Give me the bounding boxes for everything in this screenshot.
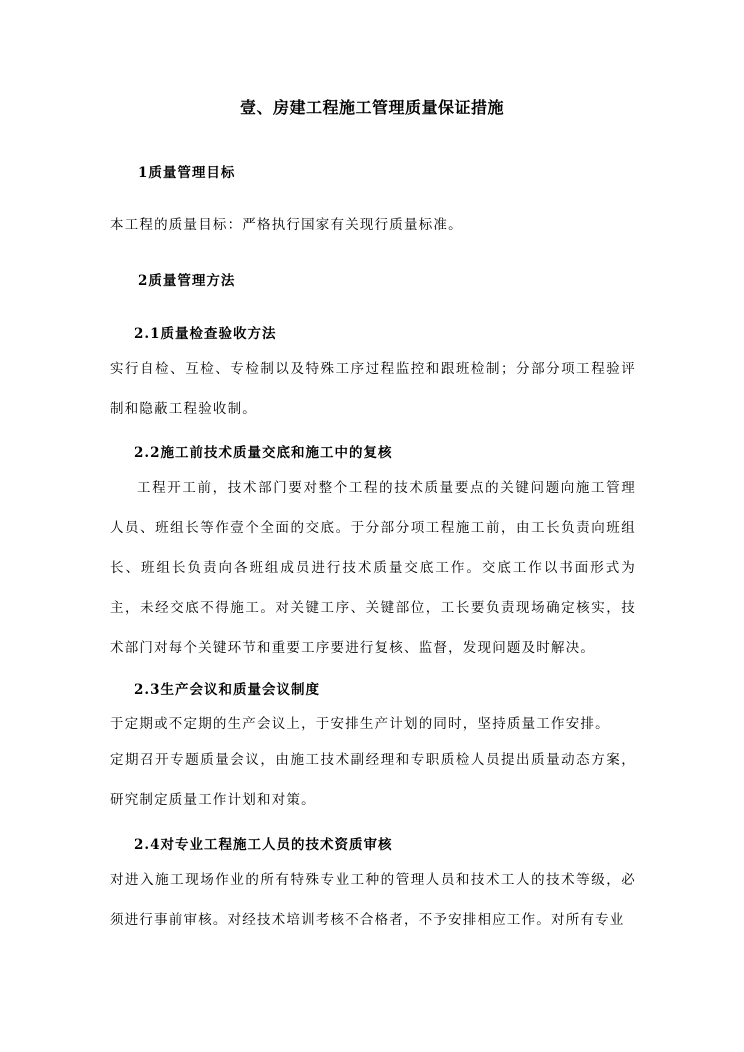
section-2-1-text: 实行自检、互检、专检制以及特殊工序过程监控和跟班检制；分部分项工程验评制和隐蔽工程验收制。	[110, 361, 636, 417]
section-2-4-heading: 2.4对专业工程施工人员的技术资质审核	[134, 837, 393, 853]
section-1-heading: 1质量管理目标	[138, 165, 236, 181]
section-2-3-heading: 2.3生产会议和质量会议制度	[134, 682, 320, 698]
section-2-2-heading: 2.2施工前技术质量交底和施工中的复核	[134, 445, 393, 461]
document-title: 壹、房建工程施工管理质量保证措施	[239, 98, 504, 117]
section-2-1-heading: 2.1质量检查验收方法	[134, 326, 277, 342]
section-1-text: 本工程的质量目标：严格执行国家有关现行质量标准。	[110, 217, 463, 233]
section-2-2-text: 工程开工前，技术部门要对整个工程的技术质量要点的关键问题向施工管理人员、班组长等作壹个全面的交底。于分部分项工程施工前，由工长负责向班组长、班组长负责向各班组成员进行技术质量交底工作。交底工作以书面形式为主，未经交底不得施工。对关键工序、关键部位，工长要负责现场确定核实，技术部门对每个关键环节和重要工序要进行复核、监督，发现问题及时解决。	[110, 480, 636, 656]
section-2-4-text: 对进入施工现场作业的所有特殊专业工种的管理人员和技术工人的技术等级，必须进行事前审核。对经技术培训考核不合格者，不予安排相应工作。对所有专业	[110, 872, 636, 928]
section-2-3-text: 定期召开专题质量会议，由施工技术副经理和专职质检人员提出质量动态方案，研究制定质量工作计划和对策。	[110, 752, 636, 808]
section-2-3-line1: 于定期或不定期的生产会议上，于安排生产计划的同时，坚持质量工作安排。	[110, 716, 610, 732]
section-2-heading: 2质量管理方法	[138, 273, 236, 289]
